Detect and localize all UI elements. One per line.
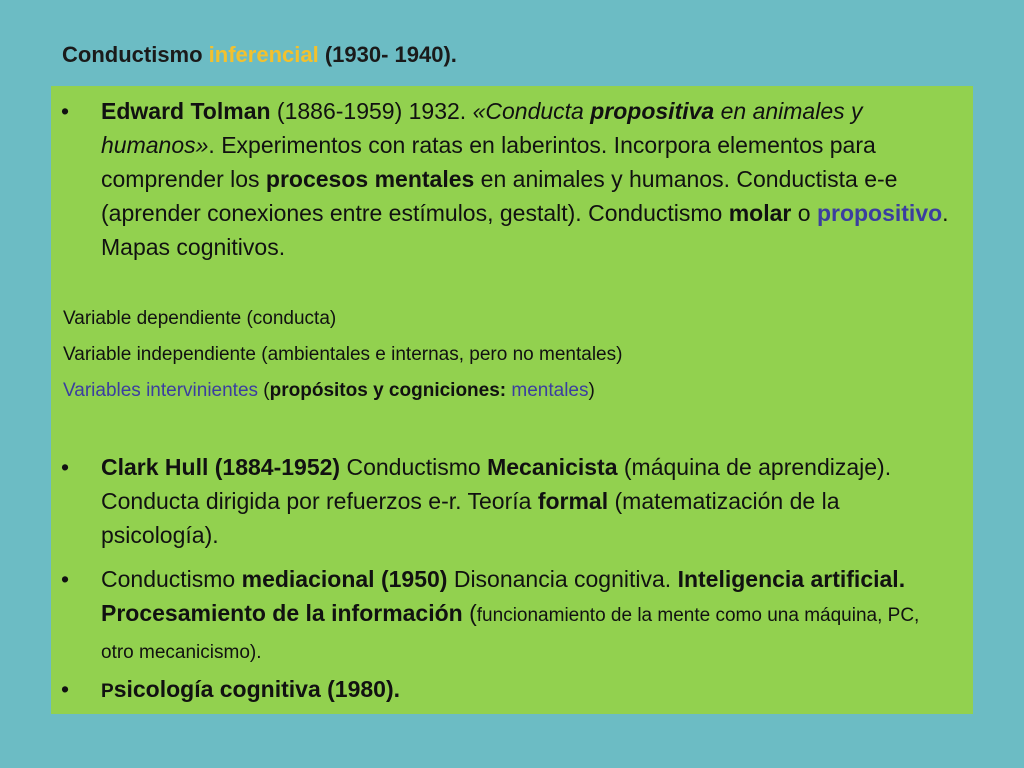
hull-text — [101, 450, 951, 552]
text: (máquina de aprendizaje). Conducta dirigida por refuerzos e-r. Teoría — [101, 454, 892, 514]
text: . Experimentos con ratas en laberintos. Incorpora elementos para comprender los — [101, 132, 876, 192]
emphasis: molar — [728, 200, 792, 226]
emphasis: formal — [537, 488, 609, 514]
emphasis: Mecanicista — [487, 454, 618, 480]
emphasis: propósitos y cogniciones: — [269, 380, 512, 401]
text: Conductismo — [101, 566, 242, 592]
title-text: Conductismo — [62, 42, 209, 67]
book-title-bold: propositiva — [590, 98, 715, 124]
variables-intervinientes — [63, 378, 595, 404]
text: Disonancia cognitiva. — [447, 566, 678, 592]
text: ( — [258, 380, 270, 401]
text: ( — [462, 600, 477, 626]
variable-dependiente: Variable dependiente (conducta) — [63, 308, 337, 329]
small-text: funcionamiento de la mente como una máquina, PC, otro mecanicismo). — [101, 605, 920, 663]
content-panel — [51, 86, 973, 714]
book-title: «Conducta — [472, 98, 591, 124]
text: en animales y humanos. Conductista e-e (aprender conexiones entre estímulos, gestalt). Conductismo — [101, 166, 898, 226]
tolman-name: Edward Tolman — [101, 98, 271, 124]
text: Conductismo — [340, 454, 488, 480]
book-title: en animales y humanos» — [101, 98, 863, 158]
title-accent: inferencial — [208, 42, 319, 67]
variables-label: Variables intervinientes — [63, 380, 259, 401]
text: (1886-1959) 1932. — [270, 98, 473, 124]
slide-title — [62, 42, 457, 68]
tolman-text — [101, 94, 951, 264]
title-dates: (1930- 1940). — [318, 42, 457, 67]
cognitiva-text — [101, 672, 951, 709]
emphasis: Clark Hull (1884-1952) — [101, 454, 341, 480]
bullet-dot: • — [61, 98, 70, 124]
small-text: P — [101, 681, 114, 702]
emphasis: procesos mentales — [265, 166, 475, 192]
emphasis-purple: mentales — [511, 380, 589, 401]
bullet-dot: • — [61, 566, 70, 592]
text: ) — [588, 380, 595, 401]
emphasis: sicología cognitiva (1980). — [113, 676, 400, 702]
emphasis-purple: propositivo — [816, 200, 943, 226]
text: o — [791, 200, 817, 226]
mediacional-text — [101, 562, 951, 670]
text: (matematización de la psicología). — [101, 488, 840, 548]
variable-independiente: Variable independiente (ambientales e internas, pero no mentales) — [63, 344, 623, 365]
text: . Mapas cognitivos. — [101, 200, 949, 260]
bullet-dot: • — [61, 454, 70, 480]
bullet-dot: • — [61, 676, 70, 702]
emphasis: mediacional (1950) — [241, 566, 448, 592]
emphasis: Inteligencia artificial. Procesamiento de la información — [101, 566, 906, 626]
